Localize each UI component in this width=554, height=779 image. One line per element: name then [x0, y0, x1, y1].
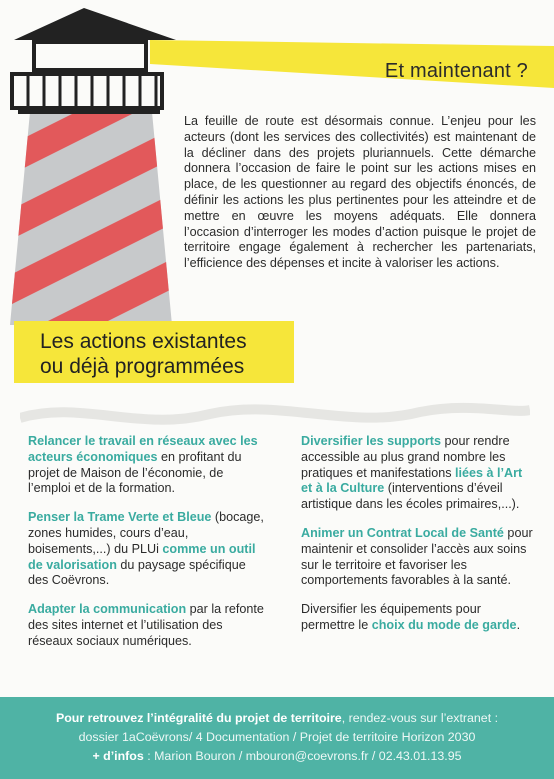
action-highlight: liées à l’Art et à la Culture	[301, 465, 523, 496]
footer-line1-bold: Pour retrouvez l’intégralité du projet de territoire	[55, 711, 342, 725]
footer-line3	[0, 747, 554, 766]
action-text: du paysage spécifique des Coëvrons.	[28, 557, 246, 588]
action-item	[301, 434, 533, 513]
banner-title-line2: ou déjà programmées	[40, 355, 245, 378]
action-highlight: Relancer le travail en réseaux avec les acteurs économiques	[28, 434, 258, 464]
banner-title	[40, 329, 247, 379]
section-heading: Et maintenant ?	[384, 60, 528, 82]
action-highlight: Diversifier les supports	[301, 434, 441, 448]
footer-line3-bold: + d’infos	[92, 749, 144, 763]
action-highlight: comme un outil de valorisation	[28, 541, 256, 572]
action-highlight: Animer un Contrat Local de Santé	[301, 525, 504, 540]
action-text: (interventions d’éveil artistique dans les écoles primaires,...).	[301, 481, 520, 512]
action-text: en profitant du projet de Maison de l’économie, de l’emploi et de la formation.	[28, 449, 242, 496]
action-text: par la refonte des sites internet et l’utilisation des réseaux sociaux numériques.	[28, 602, 264, 648]
action-text: .	[516, 617, 521, 632]
action-item	[28, 510, 268, 589]
footer-line1	[0, 697, 554, 728]
info-footer	[0, 697, 554, 779]
action-highlight: Adapter la communication	[28, 602, 187, 617]
action-text: (bocage, zones humides, cours d’eau, boisements,...) du PLUi	[28, 510, 264, 556]
lighthouse-lantern	[34, 42, 146, 70]
action-text: Diversifier les équipements pour permettre le	[301, 602, 481, 632]
action-highlight: Penser la Trame Verte et Bleue	[28, 510, 212, 525]
banner-title-line1: Les actions existantes	[40, 330, 247, 353]
action-item	[301, 526, 533, 589]
action-item	[28, 602, 268, 649]
actions-right-column	[301, 434, 533, 647]
wave-decoration	[20, 396, 530, 436]
footer-contact[interactable]: : Marion Bouron / mbouron@coevrons.fr / 02.43.01.13.95	[143, 749, 462, 763]
action-text: pour rendre accessible au plus grand nombre les pratiques et manifestations	[301, 434, 510, 480]
footer-line1-rest: , rendez-vous sur l’extranet :	[341, 711, 499, 725]
action-item	[301, 602, 533, 634]
action-text: pour maintenir et consolider l’accès aux soins sur le territoire et favoriser les comportements favorables à la santé.	[301, 525, 533, 588]
footer-line2: dossier 1aCoëvrons/ 4 Documentation / Projet de territoire Horizon 2030	[78, 730, 476, 744]
action-highlight: choix du mode de garde	[371, 617, 517, 632]
lighthouse-roof	[14, 8, 176, 40]
action-item	[28, 434, 268, 497]
actions-left-column	[28, 434, 268, 663]
intro-paragraph: La feuille de route est désormais connue. L’enjeu pour les acteurs (dont les services des collectivités) est maintenant de la décliner dans des projets pluriannuels. Cette démarche donnera l’occasion de faire le point sur les actions mises en place, de les questionner au regard des objectifs énoncés, de définir les actions les plus pertinentes pour les atteindre et de mettre en œuvre les moyens adéquats. Elle donnera l’occasion d’interroger les modes d’action puisque le projet de territoire engage également à rechercher les partenariats, l’efficience des dépenses et incite à valoriser les actions.	[184, 114, 536, 271]
